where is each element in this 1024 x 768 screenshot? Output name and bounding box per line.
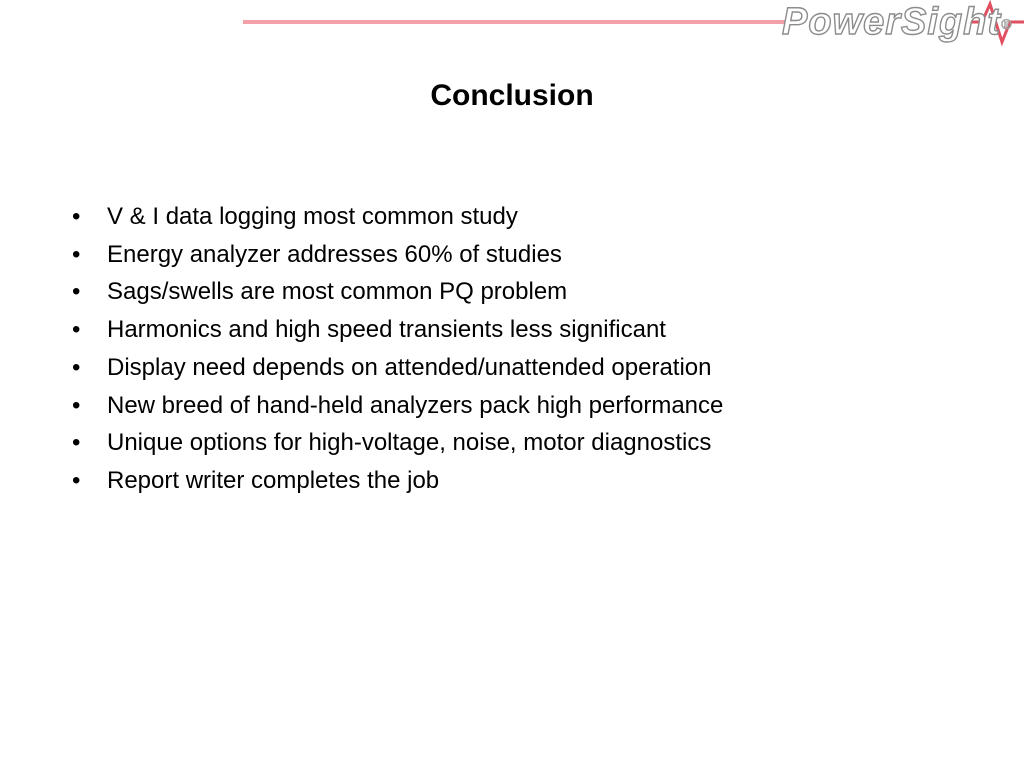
bullet-text: Report writer completes the job [107, 466, 440, 494]
bullet-icon: • [72, 316, 81, 344]
registered-mark: ® [1001, 15, 1013, 32]
bullet-text: New breed of hand-held analyzers pack high performance [107, 391, 724, 419]
bullet-text: Display need depends on attended/unattended operation [107, 353, 712, 381]
list-item [72, 424, 723, 462]
list-item [72, 387, 723, 425]
list-item [72, 462, 723, 500]
logo-text: PowerSight [782, 1, 1002, 43]
bullet-icon: • [72, 203, 81, 230]
list-item [72, 273, 723, 311]
bullet-icon: • [72, 278, 81, 306]
slide-title: Conclusion [430, 79, 594, 112]
list-item [72, 311, 723, 349]
header-band [0, 0, 1024, 60]
bullet-icon: • [72, 353, 81, 381]
bullet-icon: • [72, 240, 81, 268]
list-item [72, 349, 723, 387]
bullet-text: Unique options for high-voltage, noise, motor diagnostics [107, 429, 712, 457]
bullet-text: Harmonics and high speed transients less significant [107, 316, 666, 344]
bullet-icon: • [72, 391, 81, 419]
list-item [72, 236, 723, 274]
bullet-icon: • [72, 466, 81, 494]
bullet-text: Energy analyzer addresses 60% of studies [107, 240, 562, 268]
powersight-logo [782, 0, 1013, 46]
bullet-text: Sags/swells are most common PQ problem [107, 278, 568, 306]
bullet-icon: • [72, 429, 81, 457]
bullet-list [72, 198, 723, 500]
bullet-text: V & I data logging most common study [107, 203, 518, 230]
list-item [72, 198, 723, 236]
